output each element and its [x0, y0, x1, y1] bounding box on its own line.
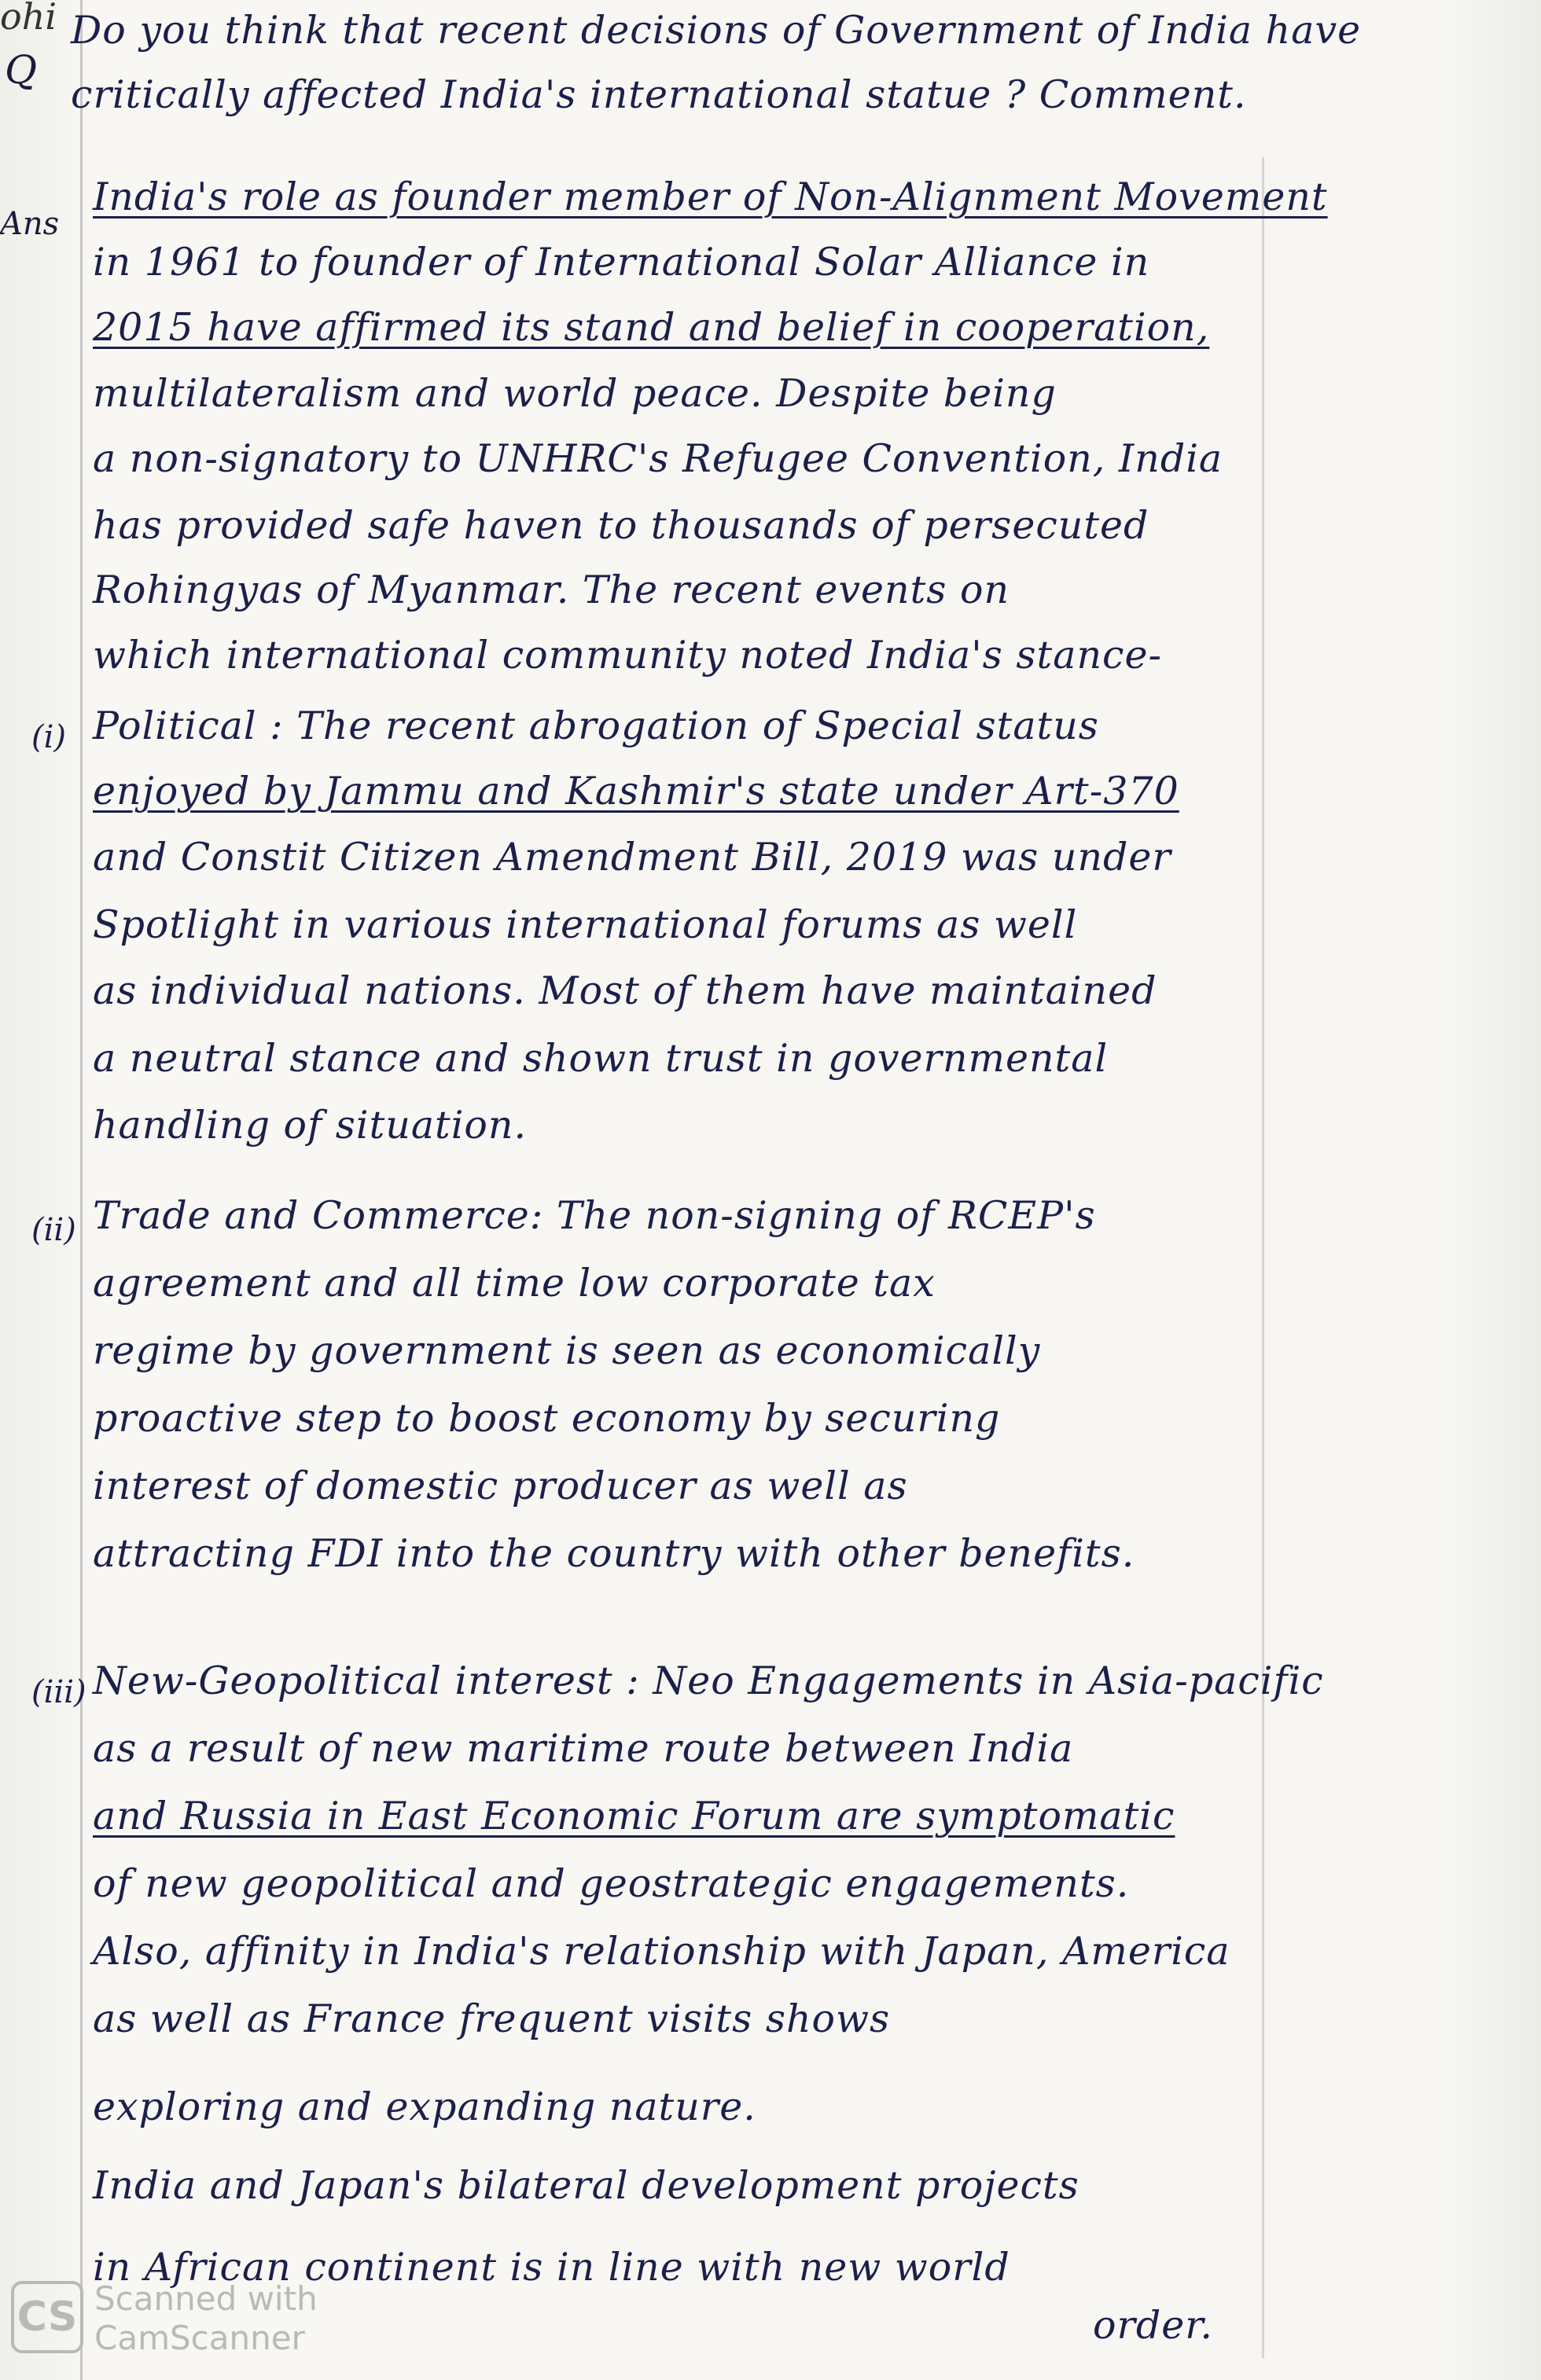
- watermark-line: Scanned with: [94, 2279, 318, 2318]
- point-line: as well as France frequent visits shows: [93, 1996, 891, 2041]
- point-line: proactive step to boost economy by securing: [93, 1396, 1001, 1441]
- point-line: India and Japan's bilateral development projects: [93, 2163, 1079, 2208]
- corner-note: ohi: [0, 0, 57, 38]
- answer-marker: Ans: [0, 206, 60, 242]
- point-line: and Russia in East Economic Forum are symptomatic: [93, 1794, 1175, 1838]
- point-line: a neutral stance and shown trust in governmental: [93, 1036, 1109, 1081]
- point-line: handling of situation.: [93, 1103, 528, 1148]
- point-line: of new geopolitical and geostrategic engagements.: [93, 1861, 1130, 1906]
- point-line: regime by government is seen as economically: [93, 1328, 1041, 1373]
- answer-line: in 1961 to founder of International Solar Alliance in: [93, 240, 1150, 285]
- point-number: (iii): [31, 1674, 86, 1710]
- answer-line: 2015 have affirmed its stand and belief in cooperation,: [93, 305, 1210, 350]
- point-line: interest of domestic producer as well as: [93, 1464, 908, 1508]
- point-line: in African continent is in line with new world: [93, 2245, 1010, 2290]
- camscanner-logo: CS: [11, 2281, 83, 2353]
- point-line: Spotlight in various international forums as well: [93, 902, 1078, 947]
- point-line: and Constit Citizen Amendment Bill, 2019 was under: [93, 835, 1171, 880]
- scanner-watermark: [11, 2273, 436, 2367]
- point-line: attracting FDI into the country with other benefits.: [93, 1531, 1135, 1576]
- answer-line: India's role as founder member of Non-Alignment Movement: [93, 174, 1328, 219]
- question-line: critically affected India's international statue ? Comment.: [71, 72, 1247, 117]
- answer-line: Rohingyas of Myanmar. The recent events on: [93, 567, 1010, 612]
- point-number: (i): [31, 719, 67, 755]
- point-number: (ii): [31, 1212, 76, 1248]
- question-line: Do you think that recent decisions of Government of India have: [71, 8, 1362, 53]
- question-marker: Q: [5, 47, 37, 93]
- point-line: New-Geopolitical interest : Neo Engagements in Asia-pacific: [93, 1658, 1324, 1703]
- answer-line: has provided safe haven to thousands of persecuted: [93, 503, 1149, 548]
- point-line: agreement and all time low corporate tax: [93, 1261, 936, 1306]
- answer-line: which international community noted India's stance-: [93, 633, 1163, 678]
- watermark-line: CamScanner: [94, 2319, 305, 2357]
- point-line: enjoyed by Jammu and Kashmir's state under Art-370: [93, 769, 1179, 814]
- point-line: exploring and expanding nature.: [93, 2084, 756, 2129]
- point-line: as individual nations. Most of them have maintained: [93, 968, 1157, 1013]
- answer-line: multilateralism and world peace. Despite being: [93, 371, 1057, 416]
- point-line: Trade and Commerce: The non-signing of RCEP's: [93, 1193, 1096, 1238]
- point-line: Political : The recent abrogation of Special status: [93, 703, 1099, 748]
- margin-line: [80, 0, 83, 2380]
- answer-line: a non-signatory to UNHRC's Refugee Convention, India: [93, 436, 1223, 481]
- point-line: as a result of new maritime route between India: [93, 1726, 1074, 1771]
- point-line: Also, affinity in India's relationship with Japan, America: [93, 1929, 1230, 1974]
- point-line: order.: [1093, 2303, 1213, 2348]
